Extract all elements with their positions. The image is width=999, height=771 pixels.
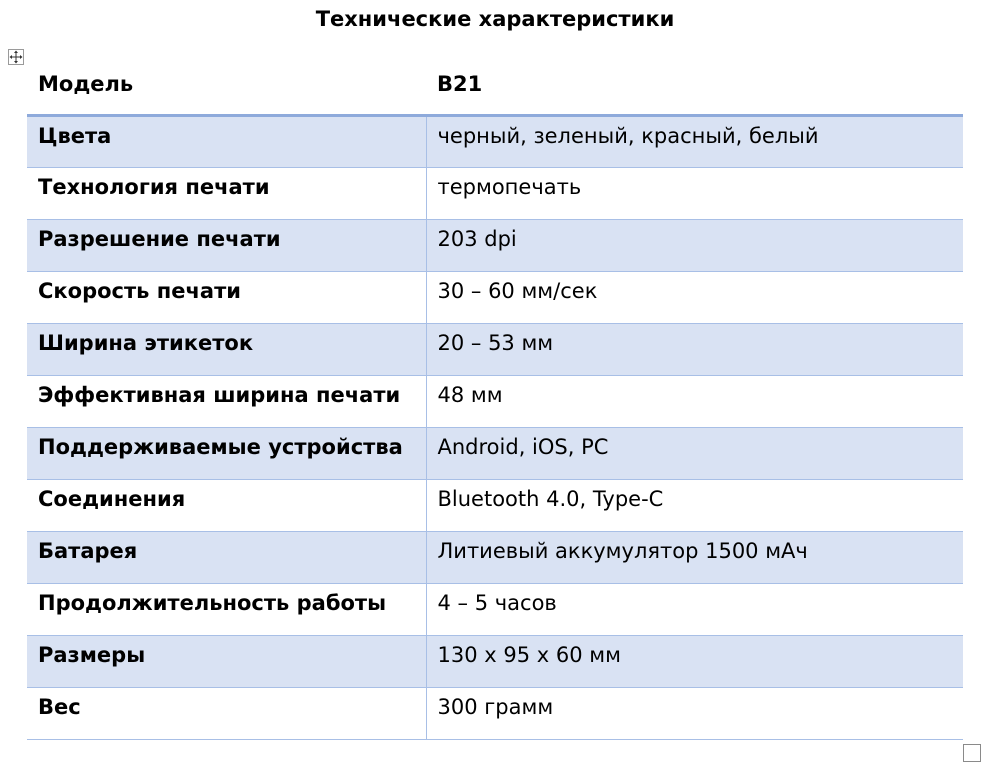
table-row	[27, 427, 963, 479]
spec-key: Цвета	[27, 115, 426, 167]
table-row	[27, 271, 963, 323]
table-resize-handle[interactable]	[963, 744, 981, 762]
table-row	[27, 687, 963, 739]
table-row	[27, 531, 963, 583]
spec-key: Соединения	[27, 479, 426, 531]
spec-value: Литиевый аккумулятор 1500 мАч	[426, 531, 963, 583]
spec-value: 130 x 95 x 60 мм	[426, 635, 963, 687]
spec-key: Скорость печати	[27, 271, 426, 323]
spec-key: Продолжительность работы	[27, 583, 426, 635]
spec-value: 4 – 5 часов	[426, 583, 963, 635]
spec-value: Android, iOS, PC	[426, 427, 963, 479]
spec-value: 20 – 53 мм	[426, 323, 963, 375]
spec-key: Разрешение печати	[27, 219, 426, 271]
table-row	[27, 323, 963, 375]
table-row	[27, 375, 963, 427]
spec-key: Технология печати	[27, 167, 426, 219]
spec-value: 48 мм	[426, 375, 963, 427]
table-row	[27, 115, 963, 167]
spec-value: 300 грамм	[426, 687, 963, 739]
spec-value: Bluetooth 4.0, Type-C	[426, 479, 963, 531]
document-title: Технические характеристики	[315, 7, 675, 31]
move-arrows-icon	[9, 50, 23, 64]
spec-key: Батарея	[27, 531, 426, 583]
table-row	[27, 479, 963, 531]
header-value-cell: B21	[426, 57, 963, 115]
table-move-handle[interactable]	[8, 49, 24, 65]
table-row	[27, 167, 963, 219]
spec-key: Ширина этикеток	[27, 323, 426, 375]
spec-value: черный, зеленый, красный, белый	[426, 115, 963, 167]
table-header-row	[27, 57, 963, 115]
table-row	[27, 635, 963, 687]
spec-key: Вес	[27, 687, 426, 739]
spec-value: 30 – 60 мм/сек	[426, 271, 963, 323]
specs-table	[27, 57, 963, 740]
spec-value: 203 dpi	[426, 219, 963, 271]
spec-key: Поддерживаемые устройства	[27, 427, 426, 479]
header-key-cell: Модель	[27, 57, 426, 115]
spec-key: Эффективная ширина печати	[27, 375, 426, 427]
table-row	[27, 583, 963, 635]
spec-value: термопечать	[426, 167, 963, 219]
spec-key: Размеры	[27, 635, 426, 687]
table-row	[27, 219, 963, 271]
